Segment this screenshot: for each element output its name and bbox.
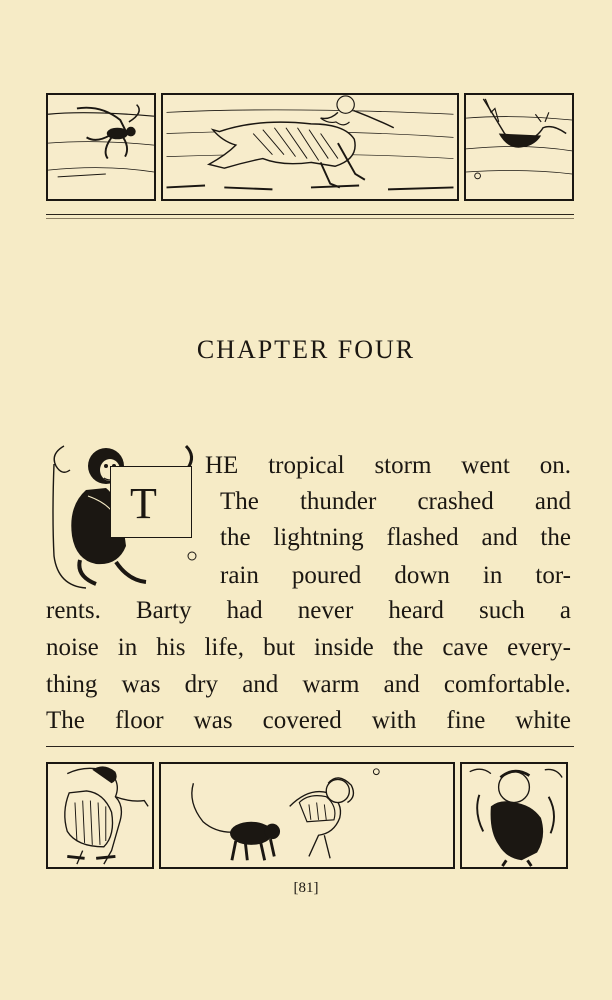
word: flashed	[386, 524, 459, 551]
old-man-illustration	[48, 764, 152, 867]
monkey-and-girl-illustration	[161, 764, 453, 867]
word: with	[371, 707, 417, 734]
word: thing	[46, 671, 98, 698]
word: the	[392, 634, 424, 661]
word: his	[156, 634, 186, 661]
text-line-3	[220, 522, 571, 554]
word: in	[117, 634, 138, 661]
word: Barty	[135, 597, 192, 624]
text-line-4	[220, 560, 571, 592]
word: but	[263, 634, 296, 661]
word: rain	[220, 562, 259, 589]
dropcap-letter: T	[130, 479, 157, 528]
text-line-5	[46, 595, 571, 627]
top-center-illustration	[161, 93, 459, 201]
text-line-6	[46, 632, 571, 664]
dog-with-child-illustration	[163, 95, 457, 199]
bird-flying-illustration	[466, 95, 572, 199]
text-line-7	[46, 669, 571, 701]
word: on.	[539, 452, 571, 479]
bottom-center-illustration	[159, 762, 455, 869]
word: fine	[446, 707, 486, 734]
word: down	[394, 562, 450, 589]
top-rule-thin	[46, 218, 574, 219]
word: was	[121, 671, 161, 698]
word: a	[559, 597, 571, 624]
word: and	[242, 671, 279, 698]
word: every-	[507, 634, 571, 661]
text-line-1	[205, 450, 571, 482]
word: white	[515, 707, 571, 734]
word: and	[383, 671, 420, 698]
top-right-illustration	[464, 93, 574, 201]
monkey-swinging-illustration	[48, 95, 154, 199]
word: in	[482, 562, 503, 589]
word: floor	[114, 707, 164, 734]
word: went	[461, 452, 510, 479]
word: such	[478, 597, 525, 624]
word: crashed	[417, 488, 494, 515]
word: life,	[204, 634, 245, 661]
word: cave	[442, 634, 489, 661]
word: tor-	[535, 562, 571, 589]
word: the	[540, 524, 571, 551]
word: and	[534, 488, 571, 515]
chapter-title: CHAPTER FOUR	[196, 335, 416, 364]
bottom-left-illustration	[46, 762, 154, 869]
text-line-2	[220, 486, 571, 518]
word: dry	[184, 671, 218, 698]
word: had	[226, 597, 263, 624]
word: was	[193, 707, 233, 734]
word: thunder	[299, 488, 377, 515]
dancing-man-illustration	[462, 764, 566, 867]
word: inside	[314, 634, 374, 661]
word: never	[297, 597, 354, 624]
word: rents.	[46, 597, 101, 624]
word: the	[220, 524, 251, 551]
word: noise	[46, 634, 99, 661]
bottom-right-illustration	[460, 762, 568, 869]
word: warm	[302, 671, 360, 698]
word: tropical	[268, 452, 345, 479]
top-left-illustration	[46, 93, 156, 201]
word: storm	[374, 452, 432, 479]
word: covered	[262, 707, 342, 734]
word: The	[220, 488, 259, 515]
word: comfortable.	[443, 671, 571, 698]
page-number: [81]	[293, 880, 319, 896]
word: and	[481, 524, 518, 551]
word: poured	[291, 562, 362, 589]
word: HE	[205, 452, 239, 479]
bottom-rule	[46, 746, 574, 747]
top-rule	[46, 214, 574, 215]
word: heard	[388, 597, 444, 624]
word: lightning	[273, 524, 364, 551]
text-line-8	[46, 705, 571, 737]
word: The	[46, 707, 85, 734]
